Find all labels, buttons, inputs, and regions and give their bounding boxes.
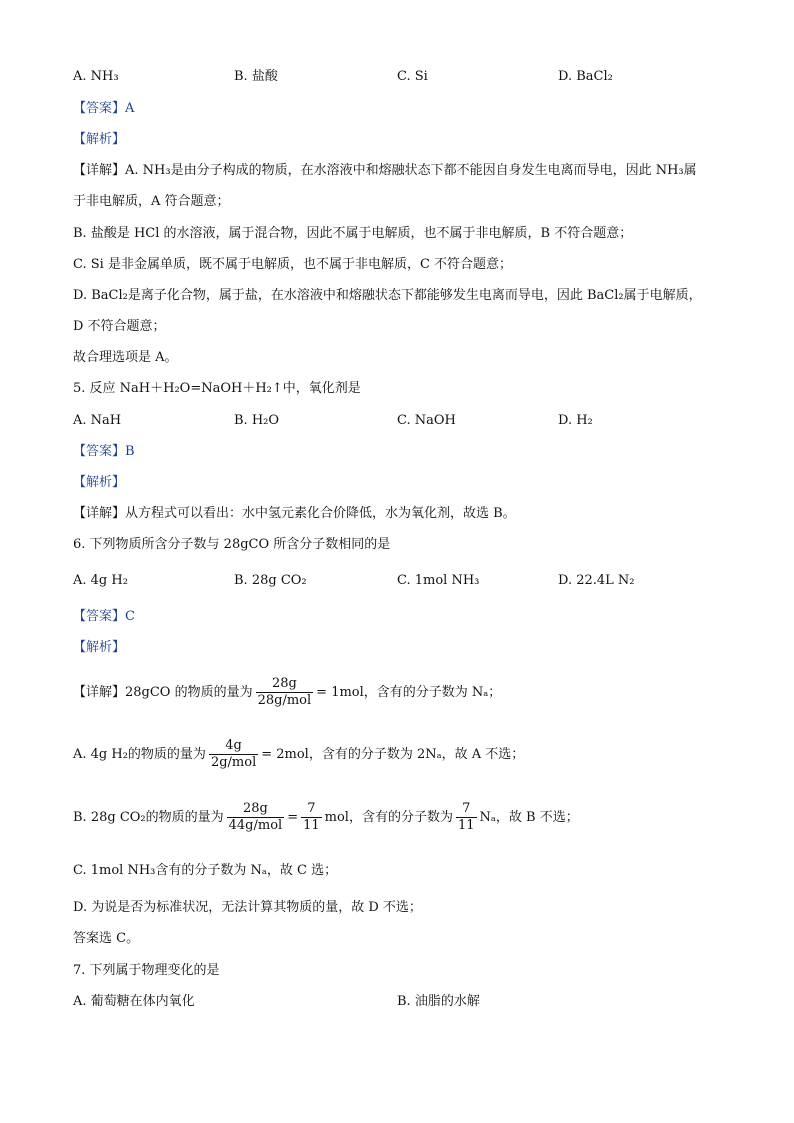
q5-detail: 【详解】从方程式可以看出：水中氢元素化合价降低，水为氧化剂，故选 B。 bbox=[73, 506, 516, 521]
q4-option-a: A. NH₃ bbox=[73, 69, 119, 84]
q5-stem: 5. 反应 NaH＋H₂O=NaOH＋H₂↑中，氧化剂是 bbox=[73, 381, 361, 396]
q4-option-b: B. 盐酸 bbox=[234, 69, 278, 84]
q4-detail-line-3: B. 盐酸是 HCl 的水溶液，属于混合物，因此不属于电解质，也不属于非电解质，B 不符合题意； bbox=[73, 226, 633, 241]
q4-conclusion: 故合理选项是 A。 bbox=[73, 350, 178, 365]
q4-answer: 【答案】A bbox=[73, 101, 135, 116]
q6-detail-line-1 bbox=[73, 676, 501, 709]
q6-detail-line-5: D. 为说是否为标准状况，无法计算其物质的量，故 D 不选； bbox=[73, 900, 422, 915]
q6-d2-denominator: 2g/mol bbox=[210, 755, 257, 770]
q6-d1-text: 【详解】28gCO 的物质的量为 bbox=[73, 685, 253, 700]
q6-option-a: A. 4g H₂ bbox=[73, 573, 128, 588]
q6-d1-fraction bbox=[256, 676, 314, 709]
q5-option-a: A. NaH bbox=[73, 413, 122, 428]
q7-option-b: B. 油脂的水解 bbox=[397, 994, 480, 1009]
q6-detail-line-4: C. 1mol NH₃含有的分子数为 Nₐ，故 C 选； bbox=[73, 863, 338, 878]
q6-d3-numerator-2: 7 bbox=[301, 801, 322, 818]
q5-answer: 【答案】B bbox=[73, 444, 135, 459]
q5-option-d: D. H₂ bbox=[558, 413, 593, 428]
q4-detail-line-2: 于非电解质，A 符合题意； bbox=[73, 194, 230, 209]
q6-d2-text: A. 4g H₂的物质的量为 bbox=[73, 747, 206, 762]
q6-d3-denominator-2: 11 bbox=[303, 818, 320, 833]
q4-option-d: D. BaCl₂ bbox=[558, 69, 613, 84]
q6-d3-text: B. 28g CO₂的物质的量为 bbox=[73, 810, 224, 825]
q6-d3-result: Nₐ，故 B 不选； bbox=[479, 810, 579, 825]
q7-option-a: A. 葡萄糖在体内氧化 bbox=[73, 994, 195, 1009]
q4-detail-line-5: D. BaCl₂是离子化合物，属于盐，在水溶液中和熔融状态下都能够发生电离而导电，因此 BaCl₂属于电解质， bbox=[73, 288, 702, 303]
q6-detail-line-3 bbox=[73, 801, 579, 834]
q6-d3-denominator-1: 44g/mol bbox=[228, 818, 283, 833]
q6-option-c: C. 1mol NH₃ bbox=[397, 573, 480, 588]
q6-d2-numerator: 4g bbox=[209, 738, 258, 755]
q5-option-b: B. H₂O bbox=[234, 413, 280, 428]
q6-answer: 【答案】C bbox=[73, 609, 135, 624]
q6-d3-equals: = bbox=[287, 810, 299, 825]
q6-d3-fraction-3 bbox=[456, 801, 477, 834]
q5-analysis-label: 【解析】 bbox=[73, 475, 126, 490]
q6-d1-denominator: 28g/mol bbox=[257, 693, 312, 708]
q6-conclusion: 答案选 C。 bbox=[73, 931, 140, 946]
q6-d3-denominator-3: 11 bbox=[457, 818, 475, 833]
q6-stem: 6. 下列物质所含分子数与 28gCO 所含分子数相同的是 bbox=[73, 537, 391, 552]
q6-d2-fraction bbox=[209, 738, 258, 771]
q6-option-d: D. 22.4L N₂ bbox=[558, 573, 635, 588]
q4-detail-line-1: 【详解】A. NH₃是由分子构成的物质，在水溶液中和熔融状态下都不能因自身发生电离而导电，因此 NH₃属 bbox=[73, 163, 697, 178]
q6-d3-numerator-3: 7 bbox=[456, 801, 477, 818]
q4-detail-line-6: D 不符合题意； bbox=[73, 319, 166, 334]
q6-d3-fraction-1 bbox=[227, 801, 285, 834]
q6-d3-middle-text: mol，含有的分子数为 bbox=[324, 810, 453, 825]
q6-d2-result: = 2mol，含有的分子数为 2Nₐ，故 A 不选； bbox=[261, 747, 525, 762]
q4-analysis-label: 【解析】 bbox=[73, 132, 126, 147]
q5-option-c: C. NaOH bbox=[397, 413, 456, 428]
q7-stem: 7. 下列属于物理变化的是 bbox=[73, 963, 220, 978]
q6-d3-fraction-2 bbox=[301, 801, 322, 834]
q4-option-c: C. Si bbox=[397, 69, 428, 84]
q6-d1-numerator: 28g bbox=[256, 676, 314, 693]
q6-analysis-label: 【解析】 bbox=[73, 640, 126, 655]
q6-d1-result: = 1mol，含有的分子数为 Nₐ； bbox=[316, 685, 502, 700]
q4-detail-line-4: C. Si 是非金属单质，既不属于电解质，也不属于非电解质，C 不符合题意； bbox=[73, 257, 513, 272]
q6-option-b: B. 28g CO₂ bbox=[234, 573, 307, 588]
q6-detail-line-2 bbox=[73, 738, 524, 771]
q6-d3-numerator-1: 28g bbox=[227, 801, 285, 818]
